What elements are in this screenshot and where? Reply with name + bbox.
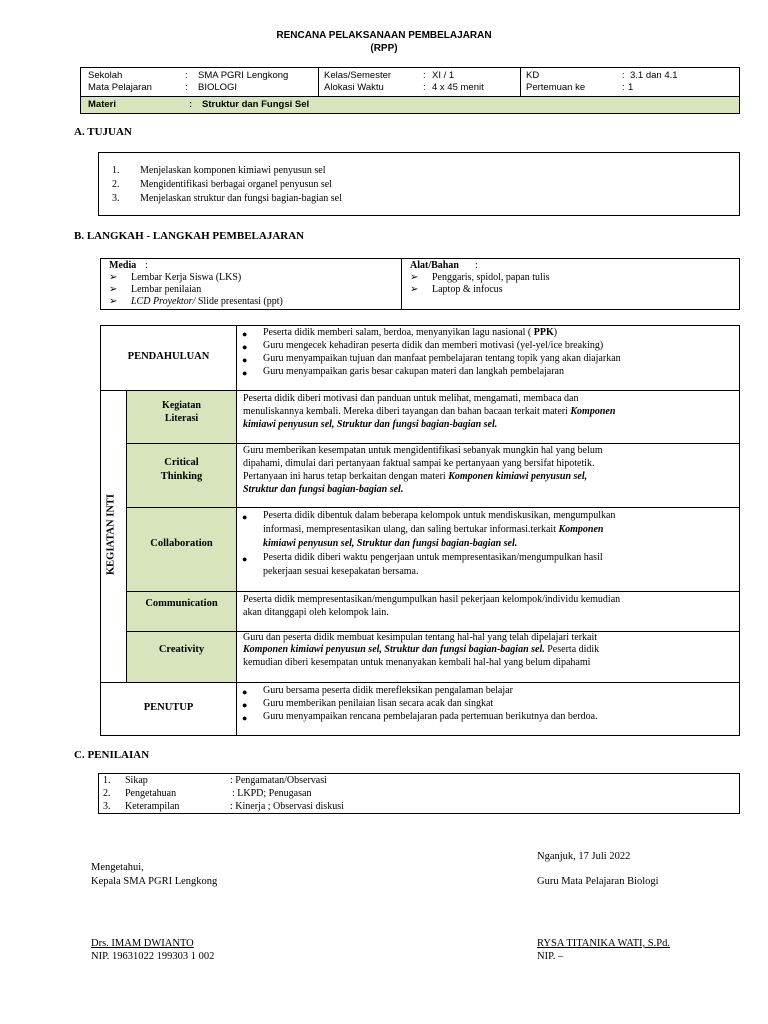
paragraph-line: Peserta didik [544,644,600,655]
paragraph-line: Peserta didik dibentuk dalam beberapa kelompok untuk mendiskusikan, mengumpulkan [263,510,616,521]
alokasi-value: 4 x 45 menit [432,82,484,93]
penilaian-value: : LKPD; Penugasan [232,788,312,799]
alat-item: Laptop & infocus [432,284,503,295]
penilaian-label: Keterampilan [125,801,180,812]
critical-content [236,443,740,508]
list-item: Menjelaskan komponen kimiawi penyusun sel [140,165,326,176]
paragraph-line: Peserta didik diberi waktu pengerjaan untuk mempresentasikan/mengumpulkan hasil [263,552,603,563]
bullet-icon: ● [242,700,248,710]
bullet-icon: ● [242,713,248,723]
list-item: Menjelaskan struktur dan fungsi bagian-bagian sel [140,193,342,204]
comm-label: Communication [145,598,218,609]
colon: : [423,70,426,81]
media-table: Media : ➢ Lembar Kerja Siswa (LKS) ➢ Lembar penilaian ➢ LCD Proyektor/ Slide presentasi (ppt) Alat/Bahan : ➢ Penggaris, spidol, papan tulis ➢ Laptop & infocus [100,258,740,310]
ppk-tag: PPK [533,327,554,338]
colon: : [622,70,625,81]
paragraph-line: akan ditanggapi oleh kelompok lain. [243,607,389,618]
paragraph-line: Peserta didik diberi motivasi dan panduan untuk melihat, mengamati, membaca dan [243,393,579,404]
paragraph-line: Peserta didik mempresentasikan/mengumpulkan hasil pekerjaan kelompok/individu kemudian [243,594,621,605]
critical-label: Critical [164,457,199,468]
media-item: Slide presentasi (ppt) [197,296,283,307]
emphasis: Komponen kimiawi penyusun sel, [448,471,588,482]
list-number: 3. [103,801,111,812]
creat-content [236,631,740,683]
kd-value: 3.1 dan 4.1 [630,70,678,81]
collab-content [236,507,740,592]
arrow-icon: ➢ [410,272,419,283]
pendahuluan-label-cell [100,325,237,391]
kelas-label: Kelas/Semester [324,70,392,81]
pendahuluan-content: ● Peserta didik memberi salam, berdoa, menyanyikan lagu nasional ( PPK) ● Guru mengecek kehadiran peserta didik dan memberi motivasi (yel-yel/ice breaking) ● Guru menyampaikan tujuan dan manfaat pembelajaran tentang topik yang akan diajarkan ● Guru menyampaikan garis besar cakupan materi dan langkah pembelajaran [236,325,740,391]
list-item: Guru menyampaikan tujuan dan manfaat pembelajaran tentang topik yang akan diajarkan [263,353,621,364]
colon: : [185,82,188,93]
penilaian-label: Sikap [125,775,148,786]
info-table [80,67,740,114]
materi-label: Materi [88,99,116,110]
list-item: Guru menyampaikan garis besar cakupan materi dan langkah pembelajaran [263,366,564,377]
comm-label-cell [126,591,237,632]
penilaian-value: : Kinerja ; Observasi diskusi [230,801,344,812]
mapel-value: BIOLOGI [198,82,238,93]
literasi-label: Literasi [164,413,199,424]
creat-label-cell [126,631,237,683]
list-item: Guru memberikan penilaian lisan secara acak dan singkat [263,698,494,709]
media-label: Media [109,260,137,271]
kegiatan-inti-cell [100,390,127,683]
materi-value: Struktur dan Fungsi Sel [202,99,310,110]
document-subtitle: (RPP) [370,43,398,54]
document-title: RENCANA PELAKSANAAN PEMBELAJARAN [276,30,492,41]
penilaian-label: Pengetahuan [125,788,177,799]
penutup-label: PENUTUP [143,702,194,713]
materi-row [81,96,739,113]
kepala-sekolah-name: Drs. IMAM DWIANTO [91,938,194,949]
list-item: Guru bersama peserta didik merefleksikan pengalaman belajar [263,685,513,696]
colon: : [189,99,193,110]
penutup-label-cell [100,682,237,736]
collab-label: Collaboration [150,538,213,549]
bullet-icon: ● [242,342,248,352]
alat-item: Penggaris, spidol, papan tulis [432,272,550,283]
tujuan-box [98,152,740,216]
guru-nip: NIP. – [537,951,564,962]
list-number: 1. [112,165,120,176]
bullet-icon: ● [242,512,248,522]
langkah-heading: B. LANGKAH - LANGKAH PEMBELAJARAN [74,230,305,242]
guru-name: RYSA TITANIKA WATI, S.Pd. [537,938,670,949]
comm-content [236,591,740,632]
kegiatan-inti-label: KEGIATAN INTI [105,494,117,576]
kd-label: KD [526,70,540,81]
emphasis: kimiawi penyusun sel, Struktur dan fungsi bagian-bagian sel. [263,538,518,549]
bullet-icon: ● [242,355,248,365]
pendahuluan-label: PENDAHULUAN [127,351,210,362]
emphasis: kimiawi penyusun sel, Struktur dan fungsi bagian-bagian sel. [243,419,498,430]
penilaian-value: : Pengamatan/Observasi [230,775,327,786]
alat-label: Alat/Bahan [410,260,459,271]
list-item: Guru menyampaikan rencana pembelajaran pada pertemuan berikutnya dan berdoa. [263,711,598,722]
critical-label-cell [126,443,237,508]
list-number: 3. [112,193,120,204]
creat-label: Creativity [158,644,205,655]
pertemuan-value: 1 [628,82,634,93]
penilaian-box [98,773,740,814]
list-item: Guru mengecek kehadiran peserta didik dan memberi motivasi (yel-yel/ice breaking) [263,340,604,351]
tujuan-heading: A. TUJUAN [74,126,132,138]
colon: : [622,82,625,93]
alokasi-label: Alokasi Waktu [324,82,384,93]
emphasis: Komponen kimiawi penyusun sel, Struktur dan fungsi bagian-bagian sel. [243,644,545,655]
guru-title: Guru Mata Pelajaran Biologi [537,876,659,887]
kepala-sekolah-nip: NIP. 19631022 199303 1 002 [91,951,215,962]
arrow-icon: ➢ [109,284,118,295]
bullet-icon: ● [242,554,248,564]
bullet-icon: ● [242,368,248,378]
paragraph-line: dipahami, dimulai dari pertanyaan faktual sampai ke pertanyaan yang bersifat hipotetik. [243,458,595,469]
sekolah-value: SMA PGRI Lengkong [198,70,289,81]
literasi-label: Kegiatan [162,400,201,411]
critical-label: Thinking [160,471,203,482]
list-number: 2. [103,788,111,799]
list-item: Mengidentifikasi berbagai organel penyusun sel [140,179,332,190]
media-item: Lembar Kerja Siswa (LKS) [131,272,242,283]
paragraph-line: informasi, mempresentasikan ulang, dan saling bertukar informasi.terkait [263,524,559,535]
place-date: Nganjuk, 17 Juli 2022 [537,851,631,862]
colon: : [423,82,426,93]
arrow-icon: ➢ [109,272,118,283]
literasi-label-cell [126,390,237,444]
arrow-icon: ➢ [109,296,118,307]
bullet-icon: ● [242,687,248,697]
paragraph-line: menuliskannya kembali. Mereka diberi tayangan dan bahan bacaan terkait materi [243,406,571,417]
media-item: Lembar penilaian [131,284,202,295]
bullet-icon: ● [242,329,248,339]
list-number: 2. [112,179,120,190]
mengetahui: Mengetahui, [91,862,144,873]
kepala-sekolah-title: Kepala SMA PGRI Lengkong [91,876,218,887]
literasi-content [236,390,740,444]
pertemuan-label: Pertemuan ke [526,82,586,93]
colon: : [185,70,188,81]
emphasis: Struktur dan fungsi bagian-bagian sel. [243,484,404,495]
penilaian-heading: C. PENILAIAN [74,749,150,761]
paragraph-line: Guru dan peserta didik membuat kesimpulan tentang hal-hal yang telah dipelajari terkait [243,632,598,643]
arrow-icon: ➢ [410,284,419,295]
paragraph-line: Guru memberikan kesempatan untuk mengidentifikasi sebanyak mungkin hal yang belum [243,445,603,456]
paragraph-line: kemudian diberi kesempatan untuk menanyakan kembali hal-hal yang belum dipahami [243,657,591,668]
kelas-value: XI / 1 [432,70,455,81]
emphasis: Komponen [558,524,604,535]
mapel-label: Mata Pelajaran [88,82,152,93]
collab-label-cell [126,507,237,592]
paragraph-line: pekerjaan sesuai kesepakatan bersama. [263,566,419,577]
paragraph-line: Pertanyaan ini harus tetap berkaitan dengan materi [243,471,449,482]
penutup-content [236,682,740,736]
media-item: LCD Proyektor/ [131,296,196,307]
sekolah-label: Sekolah [88,70,123,81]
emphasis: Komponen [570,406,616,417]
list-item: Peserta didik memberi salam, berdoa, menyanyikan lagu nasional ( [263,327,532,338]
list-number: 1. [103,775,111,786]
